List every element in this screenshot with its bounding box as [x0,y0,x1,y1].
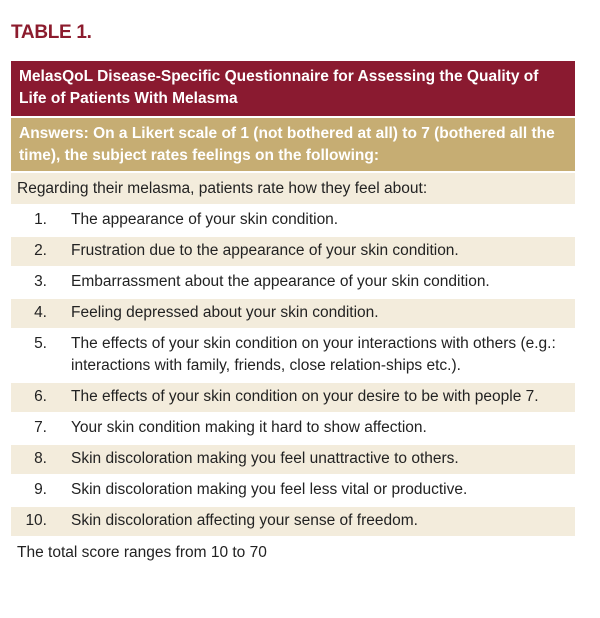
item-text: The effects of your skin condition on your desire to be with people 7. [71,388,539,405]
item-number: 7. [34,419,47,436]
list-item [11,299,575,328]
item-text: Feeling depressed about your skin condition. [71,304,379,321]
answers-instructions: Answers: On a Likert scale of 1 (not bothered at all) to 7 (bothered all the time), the subject rates feelings on the following: [11,118,575,171]
item-number: 10. [25,512,47,529]
table-title: MelasQoL Disease-Specific Questionnaire for Assessing the Quality of Life of Patients With Melasma [11,61,575,116]
item-text: Skin discoloration making you feel unattractive to others. [71,450,459,467]
item-text: Embarrassment about the appearance of your skin condition. [71,273,490,290]
item-text: Your skin condition making it hard to show affection. [71,419,427,436]
item-text: The effects of your skin condition on your interactions with others (e.g.: interactions with family, friends, close relation-ships etc.). [71,335,556,374]
table-label: TABLE 1. [11,22,92,43]
list-item [11,206,575,235]
item-number: 9. [34,481,47,498]
item-number: 5. [34,335,47,352]
list-item [11,268,575,297]
list-item [11,476,575,505]
item-text: Skin discoloration affecting your sense of freedom. [71,512,418,529]
item-number: 8. [34,450,47,467]
list-item [11,507,575,536]
item-number: 4. [34,304,47,321]
list-item [11,330,575,381]
item-text: Skin discoloration making you feel less vital or productive. [71,481,468,498]
item-number: 6. [34,388,47,405]
list-item [11,414,575,443]
item-number: 3. [34,273,47,290]
questionnaire-table [11,61,575,564]
list-item [11,383,575,412]
item-text: The appearance of your skin condition. [71,211,339,228]
list-item [11,237,575,266]
list-item [11,445,575,474]
total-score-note: The total score ranges from 10 to 70 [17,544,267,561]
item-number: 2. [34,242,47,259]
intro-row: Regarding their melasma, patients rate how they feel about: [11,173,575,204]
item-text: Frustration due to the appearance of your skin condition. [71,242,459,259]
item-number: 1. [34,211,47,228]
